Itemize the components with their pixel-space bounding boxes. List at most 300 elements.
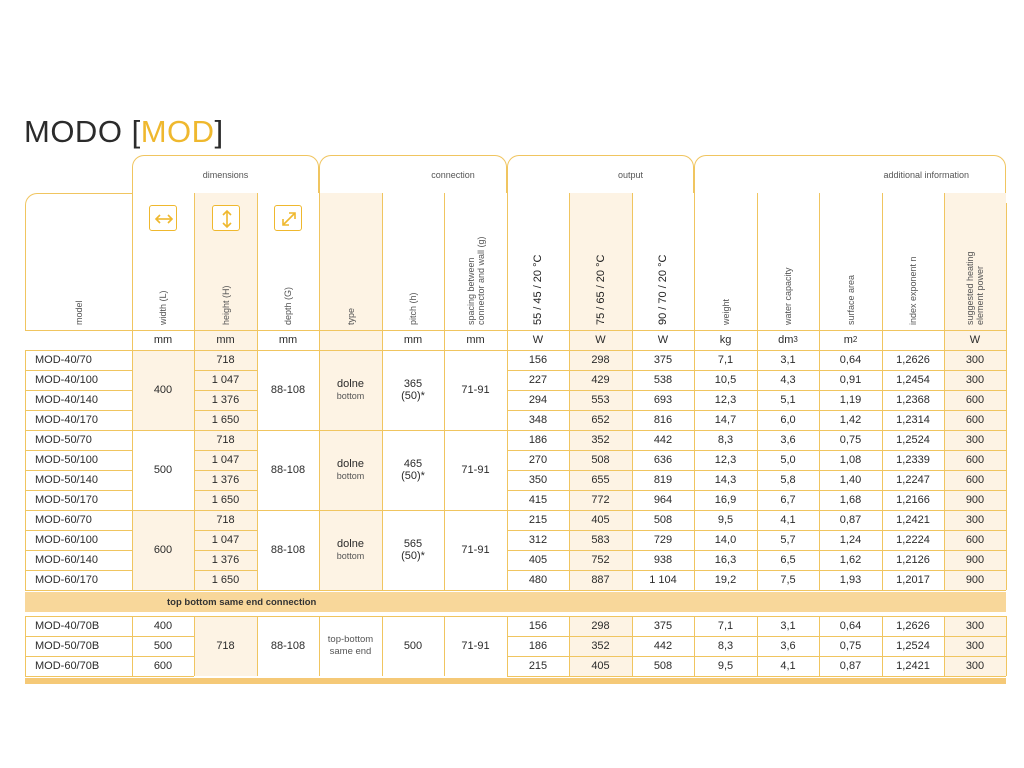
table-cell: 348 bbox=[528, 414, 548, 426]
table-cell: 583 bbox=[569, 530, 632, 550]
table-cell: 300 bbox=[944, 636, 1006, 656]
row-divider bbox=[25, 510, 1006, 511]
section-label: top bottom same end connection bbox=[167, 596, 317, 608]
table-cell: 8,3 bbox=[717, 434, 734, 446]
table-cell: 600 bbox=[944, 390, 1006, 410]
column-header-o55 bbox=[532, 255, 544, 325]
column-divider bbox=[819, 616, 820, 676]
table-cell: 3,6 bbox=[780, 640, 796, 652]
table-cell: 405 bbox=[569, 510, 632, 530]
table-cell: 1,2524 bbox=[896, 434, 930, 446]
unit-depth: mm bbox=[278, 334, 298, 346]
type-cell bbox=[319, 430, 382, 510]
row-divider bbox=[25, 430, 1006, 431]
column-divider bbox=[1006, 203, 1007, 350]
table-cell: 600 bbox=[944, 470, 1006, 490]
column-divider bbox=[944, 350, 945, 590]
table-cell: 12,3 bbox=[714, 454, 737, 466]
row-divider bbox=[194, 490, 257, 491]
table-cell: 442 bbox=[653, 640, 673, 652]
width-cell: 500 bbox=[153, 464, 173, 476]
column-divider bbox=[507, 350, 508, 590]
table-cell: 298 bbox=[569, 350, 632, 370]
column-divider bbox=[444, 616, 445, 676]
column-divider bbox=[319, 616, 320, 676]
unit-type bbox=[319, 330, 382, 350]
model-cell: MOD-50/70B bbox=[35, 640, 100, 652]
type-main: dolne bbox=[337, 538, 364, 550]
column-header-line: connector and wall (g) bbox=[475, 236, 486, 325]
table-cell: 1 376 bbox=[194, 550, 257, 570]
table-cell: 7,5 bbox=[780, 574, 796, 586]
unit-base: dm bbox=[778, 334, 794, 346]
table-cell: 19,2 bbox=[714, 574, 737, 586]
model-cell: MOD-60/70B bbox=[35, 660, 100, 672]
table-cell: 300 bbox=[944, 656, 1006, 676]
column-divider bbox=[319, 193, 320, 350]
section-band bbox=[25, 592, 1006, 612]
table-cell: 6,0 bbox=[780, 414, 796, 426]
table-cell: 693 bbox=[653, 394, 673, 406]
type-main: top-bottom bbox=[327, 634, 374, 645]
column-header-line: 55 / 45 / 20 °C bbox=[532, 254, 544, 325]
model-cell: MOD-60/140 bbox=[35, 554, 98, 566]
table-cell: 1,2314 bbox=[896, 414, 930, 426]
table-cell: 298 bbox=[569, 616, 632, 636]
column-divider bbox=[757, 350, 758, 590]
table-cell: 0,64 bbox=[839, 620, 862, 632]
table-cell: 156 bbox=[528, 620, 548, 632]
model-cell: MOD-60/70 bbox=[35, 514, 92, 526]
column-divider bbox=[132, 193, 133, 350]
model-cell: MOD-40/70 bbox=[35, 354, 92, 366]
column-header-line: suggested heating bbox=[965, 251, 975, 325]
type-cell bbox=[319, 616, 382, 676]
table-cell: 900 bbox=[944, 550, 1006, 570]
pitch-cell bbox=[382, 510, 444, 590]
type-main: dolne bbox=[337, 378, 364, 390]
table-cell: 1 376 bbox=[194, 470, 257, 490]
model-cell: MOD-50/100 bbox=[35, 454, 98, 466]
unit-o75: W bbox=[569, 330, 632, 350]
column-divider bbox=[25, 616, 26, 676]
table-cell: 215 bbox=[528, 660, 548, 672]
table-cell: 442 bbox=[653, 434, 673, 446]
unit-o55: W bbox=[532, 334, 544, 346]
column-divider bbox=[132, 616, 133, 676]
column-divider bbox=[507, 616, 508, 676]
column-header-weight bbox=[721, 299, 731, 325]
column-divider bbox=[382, 350, 383, 590]
table-cell: 415 bbox=[528, 494, 548, 506]
column-divider bbox=[632, 193, 633, 350]
unit-base: m bbox=[843, 334, 853, 346]
table-cell: 1,40 bbox=[839, 474, 862, 486]
row-divider bbox=[194, 450, 257, 451]
page-title: MODO [MOD] bbox=[24, 114, 224, 149]
table-cell: 4,1 bbox=[780, 660, 796, 672]
column-header-spacing bbox=[466, 236, 486, 325]
column-header-line: water capacity bbox=[783, 267, 793, 325]
table-cell: 227 bbox=[528, 374, 548, 386]
table-cell: 964 bbox=[653, 494, 673, 506]
table-cell: 5,8 bbox=[780, 474, 796, 486]
row-divider bbox=[25, 530, 132, 531]
column-divider bbox=[194, 193, 195, 350]
column-divider bbox=[632, 350, 633, 590]
column-header-model bbox=[74, 300, 84, 325]
model-cell: MOD-50/140 bbox=[35, 474, 98, 486]
column-divider bbox=[257, 193, 258, 350]
row-divider bbox=[194, 410, 257, 411]
column-divider bbox=[257, 616, 258, 676]
row-divider bbox=[25, 590, 1006, 591]
model-cell: MOD-60/100 bbox=[35, 534, 98, 546]
row-divider bbox=[507, 676, 1006, 677]
table-cell: 819 bbox=[653, 474, 673, 486]
column-divider bbox=[632, 616, 633, 676]
table-cell: 375 bbox=[653, 354, 673, 366]
table-cell: 3,1 bbox=[780, 620, 796, 632]
column-header-line: spacing between bbox=[465, 257, 476, 325]
column-header-line: pitch (h) bbox=[408, 292, 418, 325]
table-cell: 1,08 bbox=[839, 454, 862, 466]
table-cell: 887 bbox=[569, 570, 632, 590]
table-cell: 186 bbox=[528, 434, 548, 446]
row-divider bbox=[194, 470, 257, 471]
table-cell: 300 bbox=[944, 430, 1006, 450]
group-header-dimensions: dimensions bbox=[132, 155, 319, 193]
unit-index bbox=[882, 330, 944, 350]
table-cell: 1,19 bbox=[839, 394, 862, 406]
table-cell: 294 bbox=[528, 394, 548, 406]
column-divider bbox=[569, 193, 570, 350]
model-cell: MOD-40/140 bbox=[35, 394, 98, 406]
row-divider bbox=[25, 490, 132, 491]
height-cell: 718 bbox=[194, 616, 257, 676]
unit-heater: W bbox=[944, 330, 1006, 350]
model-cell: MOD-60/170 bbox=[35, 574, 98, 586]
table-cell: 1 650 bbox=[194, 410, 257, 430]
table-cell: 600 bbox=[944, 530, 1006, 550]
table-cell: 186 bbox=[528, 640, 548, 652]
column-divider bbox=[757, 193, 758, 350]
unit-pitch: mm bbox=[403, 334, 423, 346]
table-cell: 4,1 bbox=[780, 514, 796, 526]
column-divider bbox=[25, 350, 26, 590]
pitch-value bbox=[401, 538, 425, 562]
depth-cell: 88-108 bbox=[270, 544, 306, 556]
table-cell: 4,3 bbox=[780, 374, 796, 386]
bottom-bar bbox=[25, 678, 1006, 684]
row-divider bbox=[194, 390, 257, 391]
spacing-cell: 71-91 bbox=[461, 464, 490, 476]
depth-cell: 88-108 bbox=[270, 384, 306, 396]
pitch-main: 365 bbox=[403, 378, 423, 390]
pitch-cell bbox=[382, 430, 444, 510]
width-arrows-icon bbox=[149, 205, 177, 231]
table-cell: 718 bbox=[194, 430, 257, 450]
model-cell: MOD-40/170 bbox=[35, 414, 98, 426]
column-header-height bbox=[221, 285, 231, 325]
depth-cell: 88-108 bbox=[270, 640, 306, 652]
row-divider bbox=[25, 390, 132, 391]
table-cell: 8,3 bbox=[717, 640, 734, 652]
row-divider bbox=[25, 570, 132, 571]
table-cell: 1 047 bbox=[194, 530, 257, 550]
row-divider bbox=[25, 550, 132, 551]
table-cell: 600 bbox=[944, 450, 1006, 470]
pitch-value bbox=[401, 458, 425, 482]
table-cell: 538 bbox=[653, 374, 673, 386]
group-header-connection: connection bbox=[319, 155, 507, 193]
column-divider bbox=[819, 350, 820, 590]
table-cell: 9,5 bbox=[717, 660, 734, 672]
type-value bbox=[337, 378, 365, 402]
row-divider bbox=[25, 450, 132, 451]
type-main: dolne bbox=[337, 458, 364, 470]
table-cell: 938 bbox=[653, 554, 673, 566]
table-cell: 652 bbox=[569, 410, 632, 430]
table-cell: 405 bbox=[528, 554, 548, 566]
table-cell: 6,5 bbox=[780, 554, 796, 566]
column-divider bbox=[319, 350, 320, 590]
column-divider bbox=[569, 616, 570, 676]
pitch-main: 465 bbox=[403, 458, 423, 470]
column-divider bbox=[1006, 616, 1007, 676]
table-cell: 3,6 bbox=[780, 434, 796, 446]
table-cell: 1 376 bbox=[194, 390, 257, 410]
table-cell: 1 104 bbox=[649, 574, 677, 586]
table-cell: 1 650 bbox=[194, 490, 257, 510]
model-cell: MOD-50/70 bbox=[35, 434, 92, 446]
table-cell: 3,1 bbox=[780, 354, 796, 366]
table-cell: 400 bbox=[153, 620, 173, 632]
unit-spacing: mm bbox=[466, 334, 485, 346]
column-header-line: element power bbox=[975, 265, 985, 325]
column-divider bbox=[944, 193, 945, 350]
table-cell: 0,64 bbox=[839, 354, 862, 366]
table-cell: 375 bbox=[653, 620, 673, 632]
table-cell: 718 bbox=[194, 350, 257, 370]
type-sub: same end bbox=[329, 646, 372, 657]
width-cell: 400 bbox=[132, 350, 194, 430]
column-divider bbox=[882, 193, 883, 350]
column-divider bbox=[882, 350, 883, 590]
width-cell: 600 bbox=[132, 510, 194, 590]
table-cell: 300 bbox=[944, 616, 1006, 636]
column-header-pitch bbox=[408, 292, 418, 325]
unit-height: mm bbox=[194, 330, 257, 350]
column-divider bbox=[757, 616, 758, 676]
column-header-width bbox=[158, 290, 168, 325]
unit-exponent: 3 bbox=[793, 335, 798, 344]
table-cell: 5,7 bbox=[780, 534, 796, 546]
table-cell: 553 bbox=[569, 390, 632, 410]
table-cell: 508 bbox=[653, 514, 673, 526]
type-value bbox=[337, 458, 365, 482]
model-cell: MOD-50/170 bbox=[35, 494, 98, 506]
table-cell: 1,42 bbox=[839, 414, 862, 426]
column-header-line: index exponent n bbox=[908, 256, 918, 325]
table-cell: 772 bbox=[569, 490, 632, 510]
table-cell: 0,75 bbox=[839, 434, 862, 446]
column-header-line: weight bbox=[720, 298, 731, 325]
width-arrows-icon bbox=[150, 206, 178, 232]
table-cell: 752 bbox=[569, 550, 632, 570]
pitch-sub: (50)* bbox=[401, 550, 425, 562]
row-divider bbox=[25, 656, 194, 657]
column-header-index bbox=[908, 256, 918, 325]
row-divider bbox=[194, 370, 257, 371]
table-cell: 16,9 bbox=[714, 494, 737, 506]
column-header-line: 90 / 70 / 20 °C bbox=[657, 254, 669, 325]
pitch-cell: 500 bbox=[403, 640, 423, 652]
column-divider bbox=[382, 616, 383, 676]
table-cell: 350 bbox=[528, 474, 548, 486]
column-header-line: type bbox=[345, 307, 356, 325]
column-header-line: width (L) bbox=[158, 290, 168, 325]
unit-exponent: 2 bbox=[852, 335, 858, 344]
type-value bbox=[337, 538, 365, 562]
type-sub: bottom bbox=[336, 551, 365, 561]
row-divider bbox=[25, 350, 1006, 351]
table-cell: 14,3 bbox=[714, 474, 737, 486]
table-cell: 1,93 bbox=[839, 574, 862, 586]
table-cell: 1 047 bbox=[194, 450, 257, 470]
table-cell: 1,68 bbox=[839, 494, 862, 506]
row-divider bbox=[25, 636, 194, 637]
table-cell: 12,3 bbox=[714, 394, 737, 406]
table-cell: 655 bbox=[569, 470, 632, 490]
row-divider bbox=[25, 616, 1006, 617]
table-cell: 429 bbox=[569, 370, 632, 390]
table-cell: 1,2166 bbox=[896, 494, 930, 506]
pitch-value bbox=[401, 378, 425, 402]
model-cell: MOD-40/100 bbox=[35, 374, 98, 386]
column-header-surface bbox=[846, 275, 856, 325]
table-cell: 500 bbox=[153, 640, 173, 652]
depth-arrow-icon bbox=[275, 206, 303, 232]
type-cell bbox=[319, 510, 382, 590]
table-cell: 352 bbox=[569, 636, 632, 656]
table-cell: 1 650 bbox=[194, 570, 257, 590]
table-cell: 816 bbox=[653, 414, 673, 426]
column-divider bbox=[194, 616, 195, 676]
table-cell: 14,0 bbox=[714, 534, 737, 546]
column-divider bbox=[444, 350, 445, 590]
row-divider bbox=[194, 550, 257, 551]
table-cell: 0,91 bbox=[839, 374, 862, 386]
spacing-cell: 71-91 bbox=[461, 640, 490, 652]
column-header-o90 bbox=[657, 255, 669, 325]
unit-water bbox=[757, 330, 819, 350]
column-divider bbox=[257, 350, 258, 590]
table-cell: 156 bbox=[528, 354, 548, 366]
column-header-type bbox=[346, 308, 356, 325]
column-divider bbox=[132, 350, 133, 590]
table-cell: 1,2454 bbox=[896, 374, 930, 386]
table-cell: 0,87 bbox=[839, 514, 862, 526]
table-cell: 1,2126 bbox=[896, 554, 930, 566]
model-cell: MOD-40/70B bbox=[35, 620, 100, 632]
column-divider bbox=[507, 193, 508, 350]
table-cell: 508 bbox=[653, 660, 673, 672]
table-cell: 352 bbox=[569, 430, 632, 450]
table-cell: 1,2224 bbox=[896, 534, 930, 546]
column-divider bbox=[444, 193, 445, 350]
table-cell: 1,2421 bbox=[896, 660, 930, 672]
unit-o90: W bbox=[657, 334, 669, 346]
table-cell: 1,2626 bbox=[896, 620, 930, 632]
column-divider bbox=[694, 350, 695, 590]
spacing-cell: 71-91 bbox=[461, 544, 490, 556]
table-cell: 7,1 bbox=[717, 354, 734, 366]
table-cell: 300 bbox=[944, 510, 1006, 530]
column-divider bbox=[1006, 350, 1007, 590]
table-cell: 636 bbox=[653, 454, 673, 466]
height-arrows-icon bbox=[213, 206, 241, 232]
table-cell: 7,1 bbox=[717, 620, 734, 632]
table-cell: 16,3 bbox=[714, 554, 737, 566]
pitch-cell bbox=[382, 350, 444, 430]
table-cell: 1,2017 bbox=[896, 574, 930, 586]
table-cell: 215 bbox=[528, 514, 548, 526]
column-divider bbox=[819, 193, 820, 350]
table-cell: 900 bbox=[944, 490, 1006, 510]
table-cell: 1,62 bbox=[839, 554, 862, 566]
row-divider bbox=[25, 330, 1006, 331]
table-cell: 300 bbox=[944, 370, 1006, 390]
row-divider bbox=[194, 530, 257, 531]
type-cell bbox=[319, 350, 382, 430]
table-cell: 10,5 bbox=[714, 374, 737, 386]
column-header-line: 75 / 65 / 20 °C bbox=[594, 254, 607, 325]
column-divider bbox=[882, 616, 883, 676]
height-arrows-icon bbox=[212, 205, 240, 231]
column-header-o75 bbox=[595, 255, 607, 325]
column-divider bbox=[694, 616, 695, 676]
column-header-line: depth (G) bbox=[283, 286, 293, 325]
depth-arrow-icon bbox=[274, 205, 302, 231]
table-cell: 5,1 bbox=[780, 394, 796, 406]
row-divider bbox=[25, 410, 132, 411]
group-header-output: output bbox=[507, 155, 694, 193]
table-cell: 5,0 bbox=[780, 454, 796, 466]
table-cell: 1 047 bbox=[194, 370, 257, 390]
column-header-depth bbox=[283, 287, 293, 325]
column-divider bbox=[194, 350, 195, 590]
depth-cell: 88-108 bbox=[270, 464, 306, 476]
table-cell: 600 bbox=[944, 410, 1006, 430]
table-cell: 6,7 bbox=[780, 494, 796, 506]
pitch-sub: (50)* bbox=[401, 470, 425, 482]
unit-width: mm bbox=[153, 334, 173, 346]
table-cell: 718 bbox=[194, 510, 257, 530]
pitch-main: 565 bbox=[403, 538, 423, 550]
table-cell: 729 bbox=[653, 534, 673, 546]
type-sub: bottom bbox=[336, 471, 365, 481]
table-cell: 300 bbox=[944, 350, 1006, 370]
table-cell: 1,2368 bbox=[896, 394, 930, 406]
table-cell: 270 bbox=[528, 454, 548, 466]
table-cell: 1,24 bbox=[839, 534, 862, 546]
table-cell: 508 bbox=[569, 450, 632, 470]
column-divider bbox=[382, 193, 383, 350]
row-divider bbox=[25, 676, 194, 677]
unit-surface bbox=[819, 330, 882, 350]
table-cell: 0,87 bbox=[839, 660, 862, 672]
